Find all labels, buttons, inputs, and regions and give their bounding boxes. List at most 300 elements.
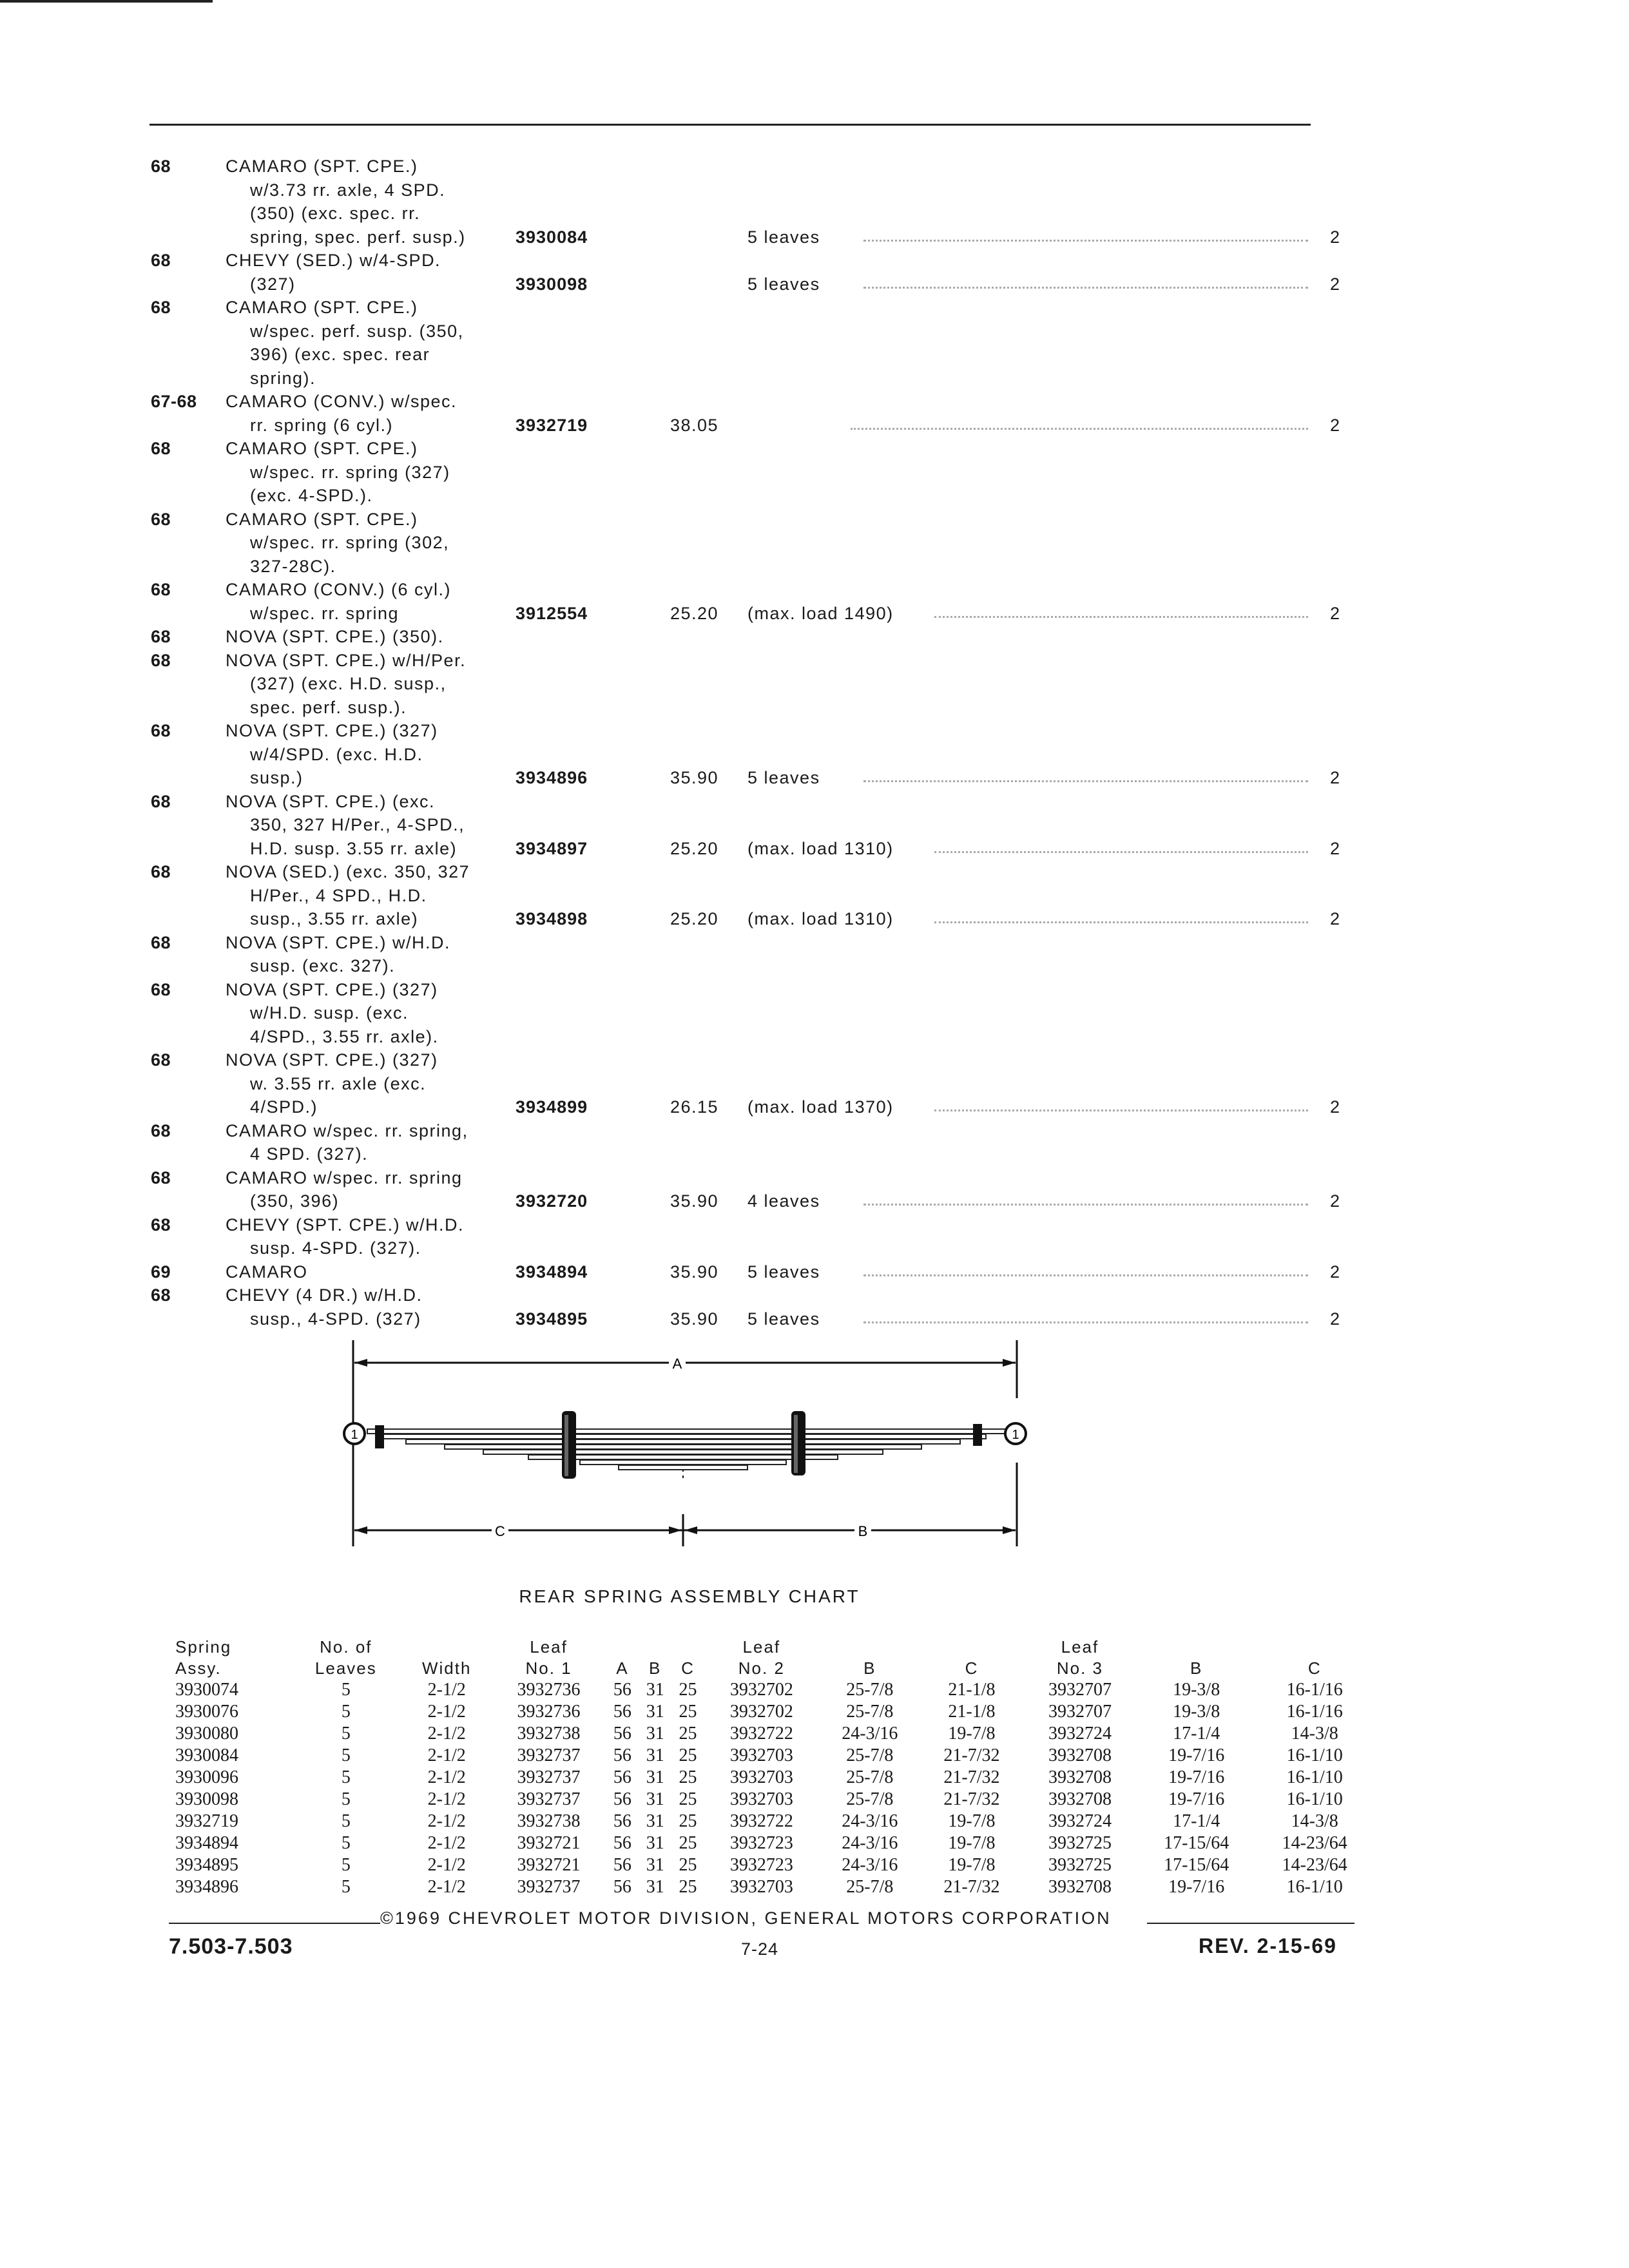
dot-leader	[934, 837, 1308, 853]
dot-leader	[863, 766, 1308, 782]
description-line: 327-28C).	[250, 556, 336, 576]
column-header: Assy.	[175, 1658, 222, 1678]
application-description	[226, 719, 496, 790]
spring-leaves	[367, 1429, 1005, 1470]
table-cell: 3932703	[729, 1767, 793, 1787]
remark: (max. load 1490)	[747, 603, 894, 623]
table-cell: 2-1/2	[427, 1724, 466, 1744]
part-entry	[0, 508, 1629, 579]
table-cell: 19-3/8	[1173, 1702, 1220, 1722]
table-cell: 14-3/8	[1291, 1811, 1338, 1831]
quantity: 2	[1330, 1262, 1341, 1282]
part-entry	[0, 931, 1629, 978]
table-cell: 3930084	[175, 1745, 238, 1765]
model-year: 68	[151, 650, 171, 670]
model-year: 68	[151, 862, 171, 881]
part-entry	[0, 249, 1629, 296]
description-line: susp., 4-SPD. (327)	[250, 1309, 421, 1329]
table-cell: 16-1/16	[1286, 1702, 1343, 1722]
remark: (max. load 1370)	[747, 1097, 894, 1117]
table-cell: 5	[341, 1680, 351, 1700]
table-cell: 19-3/8	[1173, 1680, 1220, 1700]
column-header: Leaves	[314, 1658, 377, 1678]
table-cell: 3934895	[175, 1855, 238, 1875]
dot-leader	[863, 226, 1308, 242]
table-cell: 19-7/8	[948, 1855, 996, 1875]
table-cell: 3932736	[517, 1680, 581, 1700]
table-cell: 3932737	[517, 1877, 581, 1897]
list-price: 35.90	[670, 1262, 719, 1282]
table-cell: 31	[646, 1680, 664, 1700]
column-header	[1255, 1637, 1374, 1658]
description-line: (327)	[250, 274, 296, 294]
table-cell: 31	[646, 1702, 664, 1722]
column-header: No. of	[320, 1637, 372, 1657]
description-line: CAMARO (SPT. CPE.)	[226, 298, 418, 317]
table-cell: 17-15/64	[1164, 1833, 1229, 1853]
description-line: NOVA (SED.) (exc. 350, 327	[226, 862, 470, 881]
table-header-row-bottom	[175, 1658, 1374, 1679]
quantity: 2	[1330, 1097, 1341, 1117]
description-line: CAMARO (SPT. CPE.)	[226, 157, 418, 176]
quantity: 2	[1330, 838, 1341, 858]
table-cell: 19-7/16	[1168, 1877, 1225, 1897]
application-description	[226, 508, 496, 579]
table-cell: 31	[646, 1833, 664, 1853]
model-year: 68	[151, 157, 171, 176]
table-cell: 3932738	[517, 1811, 581, 1831]
remark: 4 leaves	[747, 1191, 820, 1211]
column-header	[671, 1637, 704, 1658]
dot-leader	[934, 907, 1308, 923]
table-cell: 3930098	[175, 1789, 238, 1809]
dot-leader	[863, 1307, 1308, 1323]
description-line: spring, spec. perf. susp.)	[250, 227, 466, 247]
column-header: Leaf	[530, 1637, 568, 1657]
remark: 5 leaves	[747, 227, 820, 247]
front-eye-mark: 1	[351, 1428, 358, 1442]
table-cell: 2-1/2	[427, 1811, 466, 1831]
table-cell: 56	[613, 1877, 631, 1897]
part-entry	[0, 978, 1629, 1049]
rear-spring-assembly-table	[175, 1637, 1374, 1898]
table-cell: 3932738	[517, 1724, 581, 1744]
part-entry	[0, 1283, 1629, 1331]
remark: (max. load 1310)	[747, 838, 894, 858]
table-cell: 3932737	[517, 1789, 581, 1809]
description-line: NOVA (SPT. CPE.) (350).	[226, 627, 444, 646]
table-cell: 25	[679, 1855, 697, 1875]
table-cell: 21-1/8	[948, 1680, 996, 1700]
description-line: NOVA (SPT. CPE.) w/H.D.	[226, 932, 451, 952]
leaf-spring-diagram	[335, 1327, 1044, 1559]
description-line: CAMARO (SPT. CPE.)	[226, 509, 418, 529]
description-line: 4 SPD. (327).	[250, 1144, 369, 1164]
table-cell: 25-7/8	[846, 1680, 894, 1700]
description-line: 396) (exc. spec. rear	[250, 345, 430, 364]
table-cell: 2-1/2	[427, 1767, 466, 1787]
application-description	[226, 1119, 496, 1166]
table-cell: 3932702	[729, 1680, 793, 1700]
copyright-notice: ©1969 CHEVROLET MOTOR DIVISION, GENERAL MOTORS CORPORATION	[380, 1908, 1112, 1928]
description-line: rr. spring (6 cyl.)	[250, 415, 394, 435]
list-price: 25.20	[670, 603, 719, 623]
spring-leaf	[367, 1429, 1005, 1434]
remark: 5 leaves	[747, 1309, 820, 1329]
description-line: 4/SPD.)	[250, 1097, 318, 1117]
table-cell: 5	[341, 1855, 351, 1875]
table-cell: 25-7/8	[846, 1745, 894, 1765]
table-cell: 31	[646, 1767, 664, 1787]
description-line: NOVA (SPT. CPE.) (327)	[226, 721, 438, 740]
description-line: CAMARO (CONV.) w/spec.	[226, 392, 458, 411]
description-line: w. 3.55 rr. axle (exc.	[250, 1073, 427, 1093]
table-cell: 16-1/16	[1286, 1680, 1343, 1700]
model-year: 68	[151, 1168, 171, 1187]
application-description	[226, 931, 496, 978]
table-row	[175, 1723, 1374, 1745]
table-cell: 3932725	[1048, 1855, 1112, 1875]
table-cell: 3932719	[175, 1811, 238, 1831]
table-cell: 5	[341, 1767, 351, 1787]
part-entry	[0, 578, 1629, 625]
application-description	[226, 155, 496, 249]
application-description	[226, 249, 496, 296]
description-line: CAMARO (SPT. CPE.)	[226, 439, 418, 458]
model-year: 68	[151, 627, 171, 646]
part-entry	[0, 625, 1629, 649]
table-cell: 3932707	[1048, 1702, 1112, 1722]
table-header-row-top	[175, 1637, 1374, 1658]
part-number: 3934898	[516, 909, 588, 928]
quantity: 2	[1330, 274, 1341, 294]
description-line: CAMARO w/spec. rr. spring,	[226, 1120, 468, 1140]
table-row	[175, 1854, 1374, 1876]
quantity: 2	[1330, 1191, 1341, 1211]
table-cell: 3930076	[175, 1702, 238, 1722]
table-cell: 24-3/16	[842, 1833, 898, 1853]
table-cell: 3932708	[1048, 1877, 1112, 1897]
table-cell: 25	[679, 1680, 697, 1700]
table-cell: 3930096	[175, 1767, 238, 1787]
table-cell: 25	[679, 1702, 697, 1722]
part-entry	[0, 1213, 1629, 1260]
table-cell: 56	[613, 1767, 631, 1787]
section-number: 7.503-7.503	[169, 1934, 293, 1959]
dot-leader	[934, 602, 1308, 618]
spring-leaf	[619, 1465, 747, 1470]
footer-rule-left	[169, 1923, 380, 1924]
model-year: 68	[151, 1120, 171, 1140]
table-cell: 3932736	[517, 1702, 581, 1722]
description-line: H/Per., 4 SPD., H.D.	[250, 885, 427, 905]
part-entry	[0, 719, 1629, 790]
part-number: 3912554	[516, 603, 588, 623]
description-line: w/spec. rr. spring	[250, 603, 400, 623]
description-line: susp. 4-SPD. (327).	[250, 1238, 421, 1258]
table-cell: 19-7/16	[1168, 1767, 1225, 1787]
list-price: 35.90	[670, 1191, 719, 1211]
table-cell: 25	[679, 1724, 697, 1744]
table-cell: 21-7/32	[943, 1767, 1000, 1787]
list-price: 25.20	[670, 909, 719, 928]
part-entry	[0, 296, 1629, 390]
description-line: (327) (exc. H.D. susp.,	[250, 674, 447, 693]
column-header	[921, 1637, 1023, 1658]
application-description	[226, 1260, 496, 1284]
table-row	[175, 1767, 1374, 1789]
table-cell: 3932724	[1048, 1811, 1112, 1831]
list-price: 25.20	[670, 838, 719, 858]
table-cell: 3932723	[729, 1855, 793, 1875]
application-description	[226, 1166, 496, 1213]
scan-edge-mark	[0, 0, 213, 3]
model-year: 68	[151, 439, 171, 458]
column-header: Leaf	[742, 1637, 781, 1657]
table-cell: 3932721	[517, 1833, 581, 1853]
front-rebound-clip	[375, 1425, 384, 1448]
description-line: w/spec. rr. spring (302,	[250, 533, 450, 552]
description-line: (exc. 4-SPD.).	[250, 486, 373, 505]
table-cell: 14-3/8	[1291, 1724, 1338, 1744]
table-cell: 25-7/8	[846, 1767, 894, 1787]
table-cell: 2-1/2	[427, 1833, 466, 1853]
part-entry	[0, 437, 1629, 508]
table-cell: 3932703	[729, 1789, 793, 1809]
table-cell: 3932702	[729, 1702, 793, 1722]
rear-rebound-clip	[973, 1424, 982, 1446]
quantity: 2	[1330, 909, 1341, 928]
model-year: 68	[151, 979, 171, 999]
model-year: 67-68	[151, 392, 197, 411]
description-line: w/4/SPD. (exc. H.D.	[250, 744, 423, 764]
part-number: 3934894	[516, 1262, 588, 1282]
model-year: 68	[151, 932, 171, 952]
description-line: CAMARO w/spec. rr. spring	[226, 1168, 463, 1187]
dot-leader	[863, 1189, 1308, 1206]
quantity: 2	[1330, 1309, 1341, 1329]
table-cell: 16-1/10	[1286, 1789, 1343, 1809]
table-cell: 17-15/64	[1164, 1855, 1229, 1875]
application-description	[226, 578, 496, 625]
table-cell: 3932722	[729, 1811, 793, 1831]
description-line: (350, 396)	[250, 1191, 340, 1211]
part-entry	[0, 1260, 1629, 1284]
table-body	[175, 1679, 1374, 1898]
column-header	[402, 1637, 492, 1658]
table-cell: 21-7/32	[943, 1877, 1000, 1897]
column-header	[606, 1637, 639, 1658]
table-cell: 56	[613, 1855, 631, 1875]
dot-leader	[863, 273, 1308, 289]
table-cell: 56	[613, 1789, 631, 1809]
remark: (max. load 1310)	[747, 909, 894, 928]
quantity: 2	[1330, 768, 1341, 787]
description-line: w/H.D. susp. (exc.	[250, 1003, 409, 1023]
table-row	[175, 1876, 1374, 1898]
part-entry	[0, 860, 1629, 931]
table-cell: 21-7/32	[943, 1745, 1000, 1765]
table-cell: 21-1/8	[948, 1702, 996, 1722]
description-line: NOVA (SPT. CPE.) (exc.	[226, 791, 436, 811]
table-row	[175, 1745, 1374, 1767]
table-cell: 16-1/10	[1286, 1877, 1343, 1897]
application-description	[226, 860, 496, 931]
column-header: No. 1	[525, 1658, 572, 1678]
column-header	[639, 1637, 671, 1658]
application-description	[226, 1213, 496, 1260]
table-cell: 19-7/16	[1168, 1745, 1225, 1765]
application-description	[226, 649, 496, 720]
table-cell: 3932708	[1048, 1789, 1112, 1809]
table-cell: 14-23/64	[1282, 1833, 1347, 1853]
table-cell: 2-1/2	[427, 1855, 466, 1875]
description-line: 350, 327 H/Per., 4-SPD.,	[250, 815, 465, 834]
description-line: w/spec. rr. spring (327)	[250, 462, 450, 482]
model-year: 68	[151, 580, 171, 599]
column-header: B	[649, 1658, 662, 1678]
model-year: 68	[151, 509, 171, 529]
part-entry	[0, 1119, 1629, 1166]
model-year: 68	[151, 251, 171, 270]
description-line: w/spec. perf. susp. (350,	[250, 321, 464, 341]
table-cell: 16-1/10	[1286, 1767, 1343, 1787]
remark: 5 leaves	[747, 274, 820, 294]
column-header: C	[1307, 1658, 1322, 1678]
table-cell: 2-1/2	[427, 1745, 466, 1765]
table-cell: 5	[341, 1789, 351, 1809]
part-number: 3930098	[516, 274, 588, 294]
description-line: NOVA (SPT. CPE.) (327)	[226, 979, 438, 999]
table-cell: 25-7/8	[846, 1702, 894, 1722]
table-cell: 2-1/2	[427, 1789, 466, 1809]
table-cell: 17-1/4	[1173, 1811, 1220, 1831]
table-cell: 56	[613, 1724, 631, 1744]
dimension-b-label: B	[858, 1523, 868, 1539]
model-year: 68	[151, 298, 171, 317]
table-cell: 56	[613, 1745, 631, 1765]
model-year: 68	[151, 1050, 171, 1070]
column-header: C	[681, 1658, 695, 1678]
part-number: 3934895	[516, 1309, 588, 1329]
rear-clamp	[791, 1411, 805, 1475]
table-cell: 25	[679, 1767, 697, 1787]
column-header: Leaf	[1061, 1637, 1099, 1657]
list-price: 26.15	[670, 1097, 719, 1117]
chart-title: REAR SPRING ASSEMBLY CHART	[519, 1586, 860, 1606]
dimension-a-label: A	[672, 1356, 682, 1372]
table-cell: 3932708	[1048, 1745, 1112, 1765]
table-cell: 3932723	[729, 1833, 793, 1853]
table-cell: 17-1/4	[1173, 1724, 1220, 1744]
table-cell: 5	[341, 1745, 351, 1765]
description-line: CAMARO (CONV.) (6 cyl.)	[226, 580, 452, 599]
table-cell: 3932724	[1048, 1724, 1112, 1744]
table-row	[175, 1679, 1374, 1701]
description-line: NOVA (SPT. CPE.) w/H/Per.	[226, 650, 467, 670]
revision-date: REV. 2-15-69	[1199, 1934, 1337, 1957]
spring-leaf	[483, 1450, 883, 1454]
table-cell: 5	[341, 1811, 351, 1831]
remark: 5 leaves	[747, 768, 820, 787]
part-entry	[0, 1048, 1629, 1119]
model-year: 69	[151, 1262, 171, 1282]
application-description	[226, 390, 496, 437]
part-entry	[0, 790, 1629, 861]
application-description	[226, 790, 496, 861]
description-line: susp., 3.55 rr. axle)	[250, 909, 419, 928]
table-cell: 24-3/16	[842, 1811, 898, 1831]
footer-rule-right	[1147, 1923, 1354, 1924]
application-description	[226, 437, 496, 508]
spring-leaf	[380, 1434, 986, 1439]
table-cell: 19-7/8	[948, 1833, 996, 1853]
table-cell: 56	[613, 1811, 631, 1831]
table-cell: 3934894	[175, 1833, 238, 1853]
application-description	[226, 1283, 496, 1331]
table-row	[175, 1811, 1374, 1832]
list-price: 38.05	[670, 415, 719, 435]
description-line: spec. perf. susp.).	[250, 697, 407, 717]
description-line: susp.)	[250, 768, 304, 787]
table-row	[175, 1789, 1374, 1811]
description-line: CAMARO	[226, 1262, 308, 1282]
table-cell: 3932725	[1048, 1833, 1112, 1853]
table-cell: 24-3/16	[842, 1855, 898, 1875]
part-number: 3934897	[516, 838, 588, 858]
quantity: 2	[1330, 415, 1341, 435]
table-cell: 31	[646, 1724, 664, 1744]
table-cell: 19-7/16	[1168, 1789, 1225, 1809]
list-price: 35.90	[670, 768, 719, 787]
table-cell: 3932722	[729, 1724, 793, 1744]
description-line: CHEVY (4 DR.) w/H.D.	[226, 1285, 423, 1305]
table-cell: 5	[341, 1724, 351, 1744]
table-cell: 3932703	[729, 1745, 793, 1765]
table-cell: 3932737	[517, 1767, 581, 1787]
part-number: 3934899	[516, 1097, 588, 1117]
table-row	[175, 1701, 1374, 1723]
arrow-left-icon	[354, 1359, 367, 1367]
table-cell: 56	[613, 1702, 631, 1722]
table-row	[175, 1832, 1374, 1854]
table-cell: 25	[679, 1833, 697, 1853]
table-cell: 19-7/8	[948, 1811, 996, 1831]
top-rule	[149, 124, 1311, 126]
dot-leader	[851, 414, 1308, 430]
description-line: NOVA (SPT. CPE.) (327)	[226, 1050, 438, 1070]
table-cell: 5	[341, 1702, 351, 1722]
table-cell: 3932707	[1048, 1680, 1112, 1700]
table-cell: 31	[646, 1855, 664, 1875]
table-cell: 16-1/10	[1286, 1745, 1343, 1765]
description-line: spring).	[250, 368, 316, 388]
table-cell: 31	[646, 1811, 664, 1831]
quantity: 2	[1330, 603, 1341, 623]
table-cell: 3930080	[175, 1724, 238, 1744]
table-cell: 25-7/8	[846, 1789, 894, 1809]
part-number: 3932720	[516, 1191, 588, 1211]
table-cell: 2-1/2	[427, 1877, 466, 1897]
application-description	[226, 625, 496, 649]
column-header: No. 2	[738, 1658, 785, 1678]
table-cell: 5	[341, 1833, 351, 1853]
description-line: (350) (exc. spec. rr.	[250, 204, 421, 223]
column-header	[819, 1637, 921, 1658]
list-price: 35.90	[670, 1309, 719, 1329]
spring-leaf	[580, 1460, 786, 1465]
table-cell: 25	[679, 1789, 697, 1809]
